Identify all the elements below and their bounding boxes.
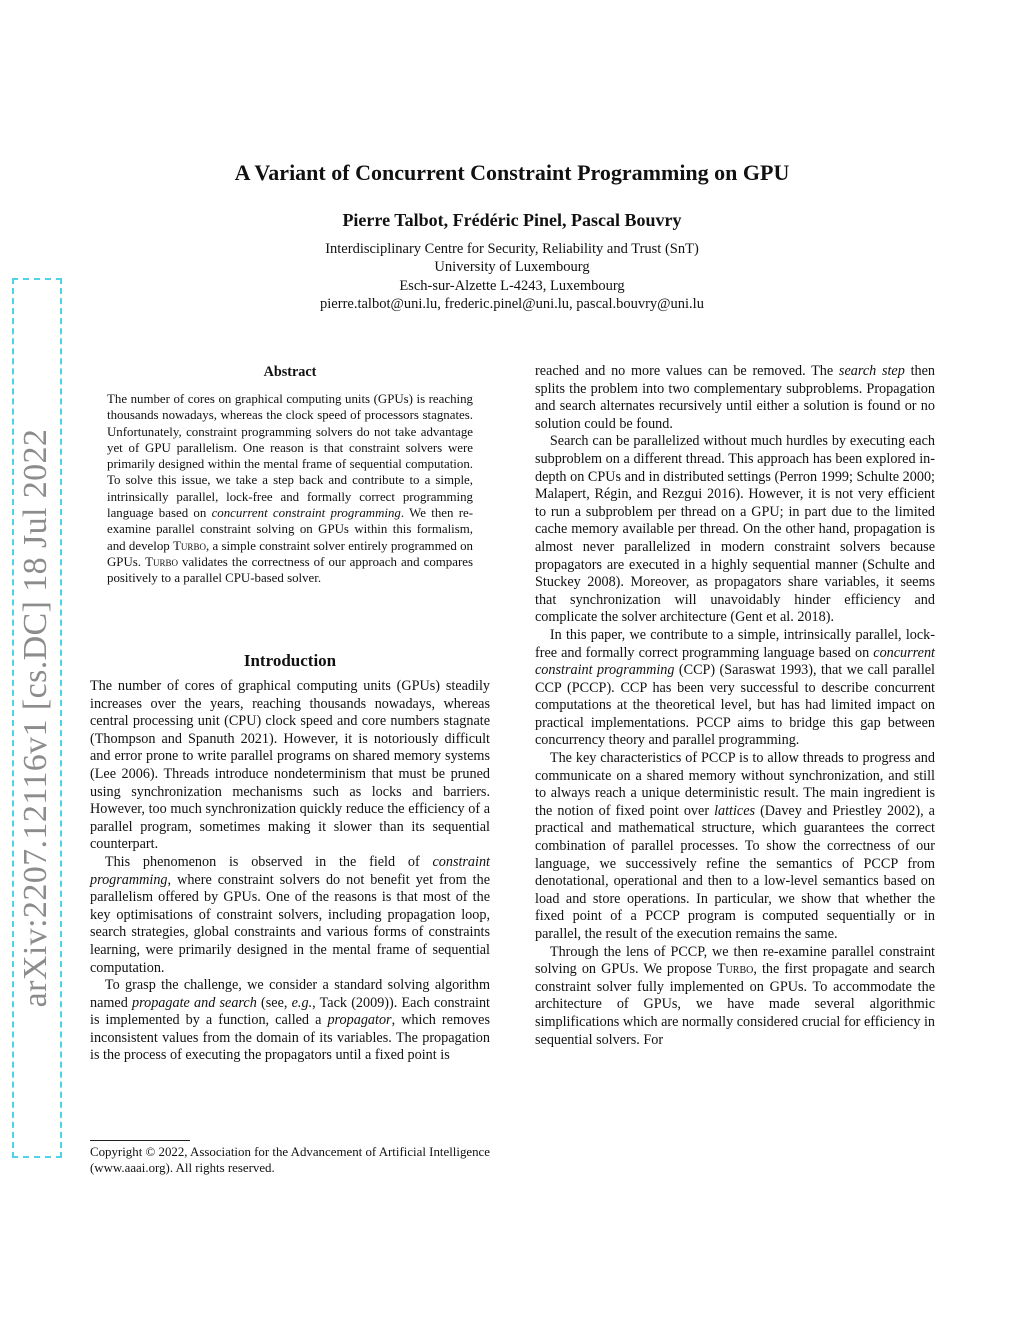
intro-paragraph-7: Through the lens of PCCP, we then re-examine parallel constraint solving on GPUs. We propose Turbo, the first propagate and search constraint solver fully implemented on GPUs. To accommodate the architecture of GPUs, we have made several algorithmic simplifications which are normally considered crucial for efficiency in sequential solvers. For bbox=[535, 943, 935, 1048]
footnote-divider bbox=[90, 1140, 190, 1141]
abstract-text: The number of cores on graphical computing units (GPUs) is reaching thousands nowadays, whereas the clock speed of processors stagnates. Unfortunately, constraint programming solvers do not take advantage yet of GPU parallelism. One reason is that constraint solvers were primarily designed within the mental frame of sequential computation. To solve this issue, we take a step back and contribute to a simple, intrinsically parallel, lock-free and formally correct programming language based on concurrent constraint programming. We then re-examine parallel constraint solving on GPUs within this formalism, and develop Turbo, a simple constraint solver entirely programmed on GPUs. Turbo validates the correctness of our approach and compares positively to a parallel CPU-based solver. bbox=[107, 392, 474, 586]
intro-paragraph-1: The number of cores of graphical computing units (GPUs) steadily increases over the years, reaching thousands nowadays, whereas central processing unit (CPU) clock speed and core numbers stagnate (Thompson and Spanuth 2021). However, it is notoriously difficult and error prone to write parallel programs on shared memory systems (Lee 2006). Threads introduce nondeterminism that must be pruned using synchronization mechanisms such as locks and barriers. However, too much synchronization quickly reduce the efficiency of a parallel program, sometimes making it slower than its sequential counterpart. bbox=[90, 678, 490, 853]
intro-paragraph-5: In this paper, we contribute to a simple, intrinsically parallel, lock-free and formally correct programming language based on concurrent constraint programming (CCP) (Saraswat 1993), that we call parallel CCP (PCCP). CCP has been very successful to describe concurrent computations at the theoretical level, but has had limited impact on practical implementations. PCCP aims to bridge this gap between concurrency theory and parallel programming. bbox=[535, 626, 935, 749]
author-list: Pierre Talbot, Frédéric Pinel, Pascal Bouvry bbox=[342, 210, 682, 230]
intro-paragraph-6: The key characteristics of PCCP is to allow threads to progress and communicate on a shared memory without synchronization, and still to always reach a unique deterministic result. The main ingredient is the notion of fixed point over lattices (Davey and Priestley 2002), a practical and mathematical structure, which guarantees the correct combination of parallel processes. To show the correctness of our language, we successively refine the semantics of PCCP from denotational, operational and then to a low-level semantics based on load and store operations. In particular, we show that whether the fixed point of a PCCP program is computed sequentially or in parallel, the result of the execution remains the same. bbox=[535, 750, 935, 942]
copyright-footnote: Copyright © 2022, Association for the Advancement of Artificial Intelligence (www.aaai.org). All rights reserved. bbox=[90, 1145, 490, 1176]
affiliation-address: Esch-sur-Alzette L-4243, Luxembourg bbox=[399, 277, 625, 294]
author-emails: pierre.talbot@uni.lu, frederic.pinel@uni.lu, pascal.bouvry@uni.lu bbox=[320, 296, 704, 313]
arxiv-identifier-stamp: arXiv:2207.12116v1 [cs.DC] 18 Jul 2022 bbox=[12, 278, 62, 1158]
affiliation-institute: Interdisciplinary Centre for Security, Reliability and Trust (SnT) bbox=[325, 241, 699, 257]
intro-paragraph-4: Search can be parallelized without much hurdles by executing each subproblem on a different thread. This approach has been explored in-depth on CPUs and in distributed settings (Perron 1999; Schulte 2000; Malapert, Régin, and Rezgui 2016). However, it is not very efficient to run a subproblem per thread on a GPU; in part due to the limited cache memory available per thread. On the other hand, propagation is almost never parallelized in modern constraint solvers because propagators are executed in a highly sequential manner (Schulte and Stuckey 2008). Moreover, as propagators share variables, it seems that synchronization will unavoidably hinder efficiency and complicate the solver architecture (Gent et al. 2018). bbox=[535, 433, 935, 626]
intro-paragraph-2: This phenomenon is observed in the field of constraint programming, where constraint solvers do not benefit yet from the parallelism offered by GPUs. One of the reasons is that most of the key optimisations of constraint solvers, including propagation loop, search strategies, global constraints and various forms of constraints learning, were primarily designed in the mental frame of sequential computation. bbox=[90, 853, 490, 976]
left-column bbox=[90, 678, 490, 1065]
introduction-heading: Introduction bbox=[243, 651, 337, 670]
right-column bbox=[535, 363, 935, 1049]
intro-paragraph-continued: reached and no more values can be removed. The search step then splits the problem into two complementary subproblems. Propagation and search alternates recursively until either a solution is found or no solution could be found. bbox=[535, 363, 935, 432]
abstract-heading: Abstract bbox=[263, 364, 317, 380]
affiliation-university: University of Luxembourg bbox=[434, 259, 590, 276]
intro-paragraph-3: To grasp the challenge, we consider a standard solving algorithm named propagate and search (see, e.g., Tack (2009)). Each constraint is implemented by a function, called a propagator, which removes inconsistent values from the domain of its variables. The propagation is the process of executing the propagators until a fixed point is bbox=[90, 977, 490, 1064]
affiliation-block bbox=[0, 240, 1024, 314]
paper-title: A Variant of Concurrent Constraint Programming on GPU bbox=[234, 160, 790, 185]
